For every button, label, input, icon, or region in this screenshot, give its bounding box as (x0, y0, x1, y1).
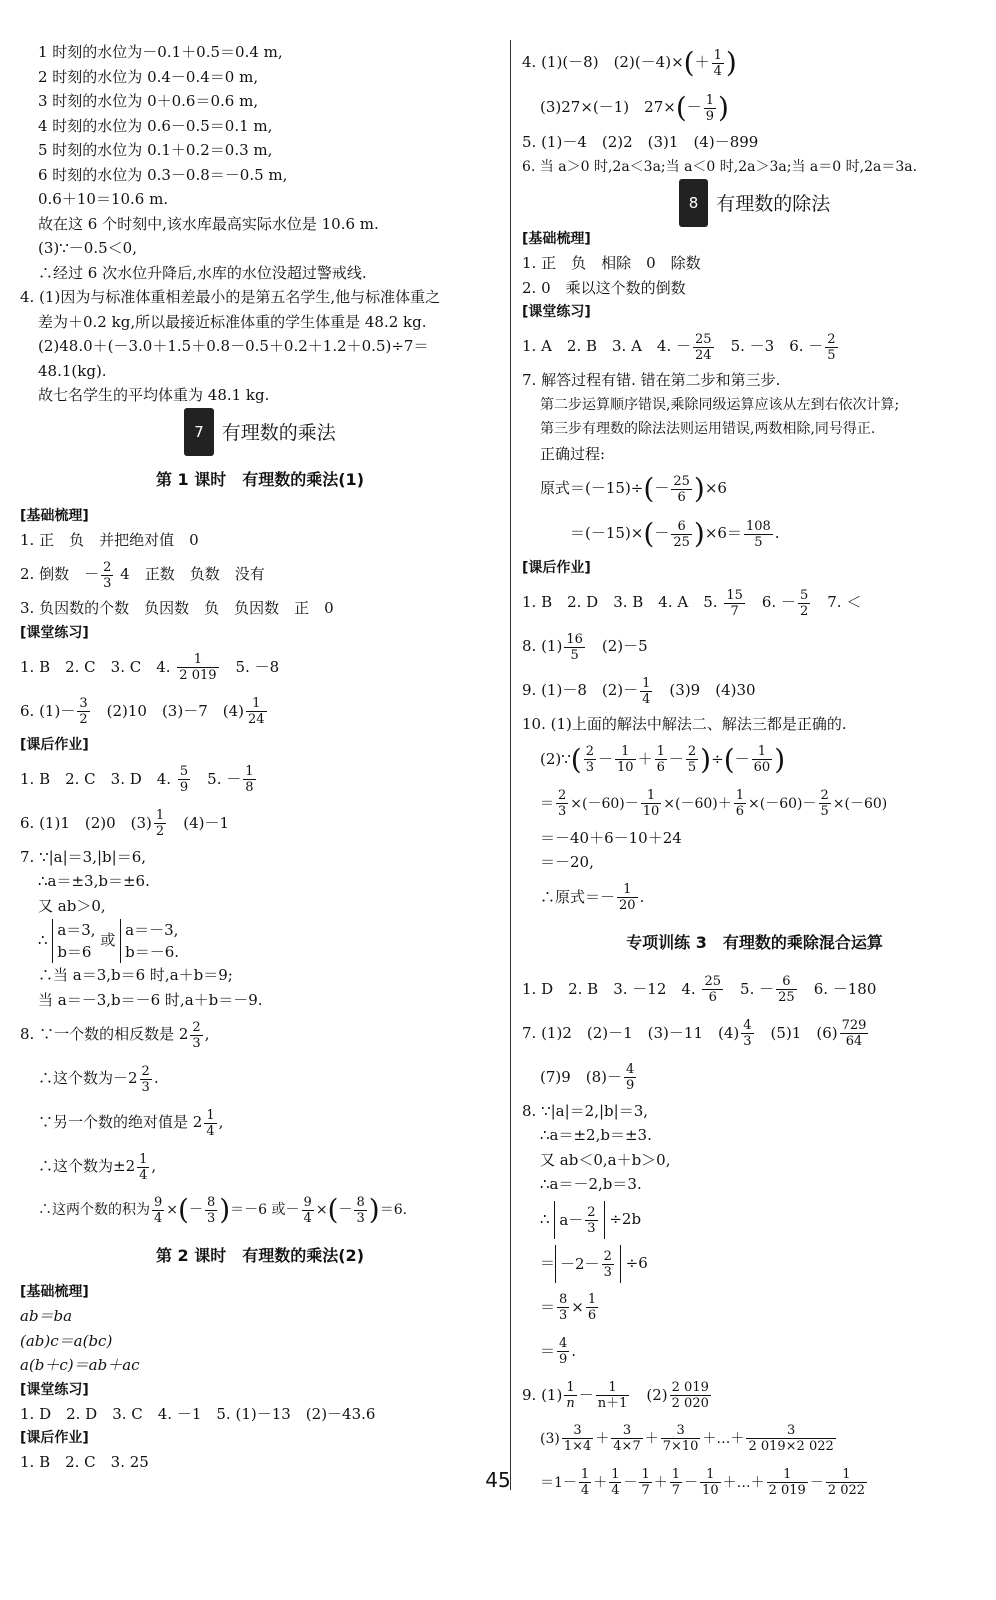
fraction: $\frac{1}{4}$ (206, 1107, 215, 1139)
text-line: 第三步有理数的除法法则运用错误,两数相除,同号得正. (540, 421, 876, 437)
fraction: $\frac{4}{9}$ (626, 1062, 635, 1093)
fraction: $\frac{8}{3}$ (206, 1194, 216, 1226)
fraction: $\frac{1}{24}$ (248, 696, 265, 727)
text-line: 又 ab＜0,a＋b＞0, (540, 1150, 671, 1169)
text-line: 又 ab＞0, (38, 896, 106, 915)
text-line: 1. B 2. C 3. 25 (20, 1453, 149, 1471)
fraction: $\frac{1}{20}$ (619, 882, 636, 913)
system-brace: a＝3, b＝6 (52, 919, 95, 963)
tag-kehou: [课后作业] (20, 736, 89, 753)
math-line: 6. (1)－ $\frac{3}{2}$ (2)10 (3)－7 (4) $\frac{1}{24}$ (20, 696, 265, 727)
text-line: 6. 当 a＞0 时,2a＜3a;当 a＜0 时,2a＞3a;当 a＝0 时,2a＝3a. (522, 158, 918, 175)
fraction: $\frac{2}{5}$ (827, 331, 836, 363)
math-line: ＝ －2－ $\frac{2}{3}$ ÷6 (522, 1241, 987, 1285)
math-line: ∴这两个数的积为 $\frac{9}{4}$ ×(－ $\frac{8}{3}$ )＝－6 或－ $\frac{9}{4}$ ×(－ $\frac{8}{3}$ )＝6. (38, 1193, 408, 1226)
fraction: $\frac{1}{2 019}$ (768, 1467, 806, 1498)
fraction: $\frac{1}{4}$ (139, 1151, 148, 1183)
fraction: $\frac{2}{5}$ (820, 788, 829, 819)
fraction: $\frac{1}{2 019}$ (179, 652, 217, 683)
fraction: $\frac{9}{4}$ (303, 1194, 312, 1226)
section-title-7 (20, 408, 500, 456)
text-line: 故七名学生的平均体重为 48.1 kg. (38, 386, 270, 404)
math-line: (3) $\frac{3}{1\times 4}$ ＋ $\frac{3}{4\times 7}$ ＋ $\frac{3}{7\times 10}$ ＋…＋ $\frac{3}{2 019\times 2 022}$ (540, 1423, 834, 1454)
math-line: ∵另一个数的绝对值是 2 $\frac{1}{4}$ , (38, 1107, 224, 1139)
section-number: 7 (184, 408, 214, 456)
fraction: $\frac{729}{64}$ (841, 1018, 867, 1049)
math-line: 1. B 2. D 3. B 4. A 5. $\frac{15}{7}$ 6. － $\frac{5}{2}$ 7. ＜ (522, 587, 862, 619)
tag-kehou: [课后作业] (20, 1430, 89, 1446)
text-line: 7. 解答过程有错. 错在第二步和第三步. (522, 371, 781, 389)
fraction: $\frac{3}{1\times 4}$ (563, 1423, 592, 1454)
math-line: ＝ $\frac{8}{3}$ × $\frac{1}{6}$ (540, 1292, 597, 1323)
text-line: ∴经过 6 次水位升降后,水库的水位没超过警戒线. (38, 263, 367, 282)
fraction: $\frac{16}{5}$ (566, 631, 583, 663)
text-line: ∴a＝－2,b＝3. (540, 1175, 642, 1193)
system-brace: a＝－3, b＝－6. (120, 919, 179, 963)
fraction: $\frac{25}{24}$ (695, 331, 712, 363)
fraction: $\frac{25}{6}$ (673, 473, 690, 505)
fraction: $\frac{15}{7}$ (726, 587, 743, 619)
right-column (522, 40, 987, 1505)
tag-jichu: [基础梳理] (20, 507, 89, 524)
math-line: 2. 倒数 － $\frac{2}{3}$ 4 正数 负数 没有 (20, 559, 265, 591)
fraction: $\frac{2}{3}$ (603, 1249, 612, 1280)
text-line: 正确过程: (540, 444, 606, 463)
math-line: 9. (1)－8 (2)－ $\frac{1}{4}$ (3)9 (4)30 (522, 675, 756, 707)
text-line: 差为＋0.2 kg,所以最接近标准体重的学生体重是 48.2 kg. (38, 312, 427, 331)
fraction: $\frac{3}{2 019\times 2 022}$ (748, 1423, 834, 1454)
fraction: $\frac{8}{3}$ (356, 1194, 365, 1226)
text-line: 1 时刻的水位为－0.1＋0.5＝0.4 m, (38, 43, 283, 61)
math-line: 1. A 2. B 3. A 4. － $\frac{25}{24}$ 5. －3 6. － $\frac{2}{5}$ (522, 331, 836, 363)
fraction: $\frac{2 019}{2 020}$ (671, 1380, 709, 1411)
absolute-value: －2－ $\frac{2}{3}$ (555, 1245, 621, 1283)
math-line: 原式＝(－15)÷(－ $\frac{25}{6}$ )×6 (540, 472, 727, 505)
fraction: $\frac{1}{2}$ (155, 808, 165, 839)
math-line: ∴原式＝－ $\frac{1}{20}$ . (540, 882, 645, 913)
math-line: 6. (1)1 (2)0 (3) $\frac{1}{2}$ (4)－1 (20, 808, 230, 839)
text-line: 48.1(kg). (38, 361, 107, 380)
tag-kehou: [课后作业] (522, 560, 591, 576)
fraction: $\frac{2}{3}$ (587, 1205, 596, 1236)
prev-answer-block (20, 40, 500, 285)
text-line: a(b＋c)＝ab＋ac (20, 1356, 140, 1374)
section-title-text: 有理数的乘法 (221, 421, 336, 444)
math-line: ∴ a＝3, b＝6 或 a＝－3, b＝－6. (38, 921, 180, 961)
fraction: $\frac{5}{2}$ (799, 587, 809, 619)
text-line: 5 时刻的水位为 0.1＋0.2＝0.3 m, (38, 141, 273, 159)
math-line: 7. (1)2 (2)－1 (3)－11 (4) $\frac{4}{3}$ (5)1 (6) $\frac{729}{64}$ (522, 1018, 867, 1049)
fraction: $\frac{108}{5}$ (745, 518, 771, 550)
text-line: 第二步运算顺序错误,乘除同级运算应该从左到右依次计算; (540, 396, 900, 413)
fraction: $\frac{1}{4}$ (611, 1467, 620, 1498)
text-line: 1. 正 负 相除 0 除数 (522, 254, 701, 272)
section-title-text: 有理数的除法 (716, 193, 831, 215)
fraction: $\frac{4}{3}$ (743, 1018, 752, 1049)
fraction: $\frac{1}{6}$ (587, 1292, 597, 1323)
fraction: $\frac{1}{60}$ (753, 744, 771, 775)
text-line: (2)48.0＋(－3.0＋1.5＋0.8－0.5＋0.2＋1.2＋0.5)÷7＝ (38, 337, 429, 355)
math-line: (2)∵( $\frac{2}{3}$ － $\frac{1}{10}$ ＋ $\frac{1}{6}$ － $\frac{2}{5}$ )÷(－ $\frac{1}{60}$ ) (540, 742, 786, 776)
fraction: $\frac{9}{4}$ (154, 1194, 163, 1226)
lesson-title: 第 2 课时 有理数的乘法(2) (155, 1246, 365, 1265)
text-line: 6 时刻的水位为 0.3－0.8＝－0.5 m, (38, 165, 288, 184)
math-line: 8. ∵一个数的相反数是 2 $\frac{2}{3}$ , (20, 1019, 210, 1051)
text-line: (ab)c＝a(bc) (20, 1331, 113, 1350)
text-line: ∴a＝±3,b＝±6. (38, 872, 150, 890)
tag-ketang: [课堂练习] (20, 1381, 89, 1398)
fraction: $\frac{1}{7}$ (671, 1467, 681, 1498)
fraction: $\frac{1}{n}$ (566, 1380, 575, 1411)
text-line: ＝－20, (540, 853, 594, 871)
text-line: 3. 负因数的个数 负因数 负 负因数 正 0 (20, 599, 334, 617)
fraction: $\frac{1}{4}$ (642, 675, 651, 707)
math-line: ∴这个数为－2 $\frac{2}{3}$ . (38, 1063, 159, 1095)
tag-ketang: [课堂练习] (522, 304, 591, 320)
fraction: $\frac{6}{25}$ (778, 974, 795, 1005)
fraction: $\frac{3}{4\times 7}$ (613, 1423, 641, 1454)
fraction: $\frac{1}{6}$ (735, 788, 745, 819)
math-line: (3)27×(－1) 27×(－ $\frac{1}{9}$ ) (540, 91, 729, 124)
fraction: $\frac{4}{9}$ (559, 1336, 568, 1367)
special-training-title: 专项训练 3 有理数的乘除混合运算 (626, 932, 883, 952)
fraction: $\frac{3}{7\times 10}$ (662, 1423, 699, 1454)
math-line: ＝1－ $\frac{1}{4}$ ＋ $\frac{1}{4}$ － $\frac{1}{7}$ ＋ $\frac{1}{7}$ － $\frac{1}{10}$ ＋…＋ $\frac{1}{2 019}$ － $\frac{1}{2 022}$ (540, 1467, 866, 1498)
text-line: 10. (1)上面的解法中解法二、解法三都是正确的. (522, 715, 847, 733)
text-line: 当 a＝－3,b＝－6 时,a＋b＝－9. (38, 990, 263, 1009)
fraction: $\frac{1}{6}$ (656, 744, 665, 775)
fraction: $\frac{1}{10}$ (642, 788, 660, 819)
fraction: $\frac{8}{3}$ (559, 1292, 568, 1323)
fraction: $\frac{1}{4}$ (580, 1467, 590, 1498)
math-line: 1. B 2. C 3. D 4. $\frac{5}{9}$ 5. － $\frac{1}{8}$ (20, 764, 254, 795)
text-line: 故在这 6 个时刻中,该水库最高实际水位是 10.6 m. (38, 214, 379, 233)
math-line: ∴ a－ $\frac{2}{3}$ ÷2b (522, 1197, 987, 1241)
math-line: 1. B 2. C 3. C 4. $\frac{1}{2 019}$ 5. －8 (20, 652, 280, 683)
math-line: ＝ $\frac{2}{3}$ ×(－60)－ $\frac{1}{10}$ ×(－60)＋ $\frac{1}{6}$ ×(－60)－ $\frac{2}{5}$ ×(－60) (540, 788, 888, 819)
text-line: 1. 正 负 并把绝对值 0 (20, 530, 199, 549)
text-line: 2. 0 乘以这个数的倒数 (522, 278, 686, 297)
question-4-block (20, 285, 500, 408)
tag-ketang: [课堂练习] (20, 624, 89, 641)
fraction: $\frac{2}{3}$ (585, 744, 595, 775)
fraction: $\frac{1}{10}$ (702, 1467, 719, 1498)
fraction: $\frac{1}{9}$ (705, 92, 715, 124)
tag-jichu: [基础梳理] (20, 1284, 89, 1300)
fraction: $\frac{2}{3}$ (192, 1019, 201, 1051)
fraction: $\frac{25}{6}$ (704, 974, 722, 1005)
math-line: 8. (1) $\frac{16}{5}$ (2)－5 (522, 631, 648, 663)
text-line: ab＝ba (20, 1307, 73, 1325)
text-line: ＝－40＋6－10＋24 (540, 828, 682, 847)
text-line: 5. (1)－4 (2)2 (3)1 (4)－899 (522, 133, 759, 151)
section-number: 8 (679, 179, 709, 227)
math-line: ＝(－15)×(－ $\frac{6}{25}$ )×6＝ $\frac{108}{5}$ . (570, 517, 780, 550)
text-line: 1. D 2. D 3. C 4. －1 5. (1)－13 (2)－43.6 (20, 1404, 376, 1423)
fraction: $\frac{1}{2 022}$ (827, 1467, 866, 1498)
absolute-value: a－ $\frac{2}{3}$ (554, 1201, 604, 1239)
text-line: 8. ∵|a|＝2,|b|＝3, (522, 1101, 649, 1120)
math-line: 1. D 2. B 3. －12 4. $\frac{25}{6}$ 5. － $\frac{6}{25}$ 6. －180 (522, 974, 877, 1005)
math-line: 9. (1) $\frac{1}{n}$ － $\frac{1}{n+1}$ (2) $\frac{2 019}{2 020}$ (522, 1380, 709, 1411)
text-line: (3)∵－0.5＜0, (38, 239, 137, 257)
fraction: $\frac{2}{5}$ (687, 744, 697, 775)
page-number: 45 (485, 1468, 511, 1492)
text-line: ∴a＝±2,b＝±3. (540, 1126, 652, 1144)
left-column (20, 40, 500, 1475)
math-line: ∴这个数为±2 $\frac{1}{4}$ , (38, 1151, 157, 1183)
text-line: 0.6＋10＝10.6 m. (38, 190, 169, 208)
fraction: $\frac{1}{n+1}$ (597, 1380, 628, 1411)
text-line: 4. (1)因为与标准体重相差最小的是第五名学生,他与标准体重之 (20, 288, 441, 306)
text-line: 7. ∵|a|＝3,|b|＝6, (20, 847, 147, 866)
math-line: ＝ $\frac{4}{9}$ . (540, 1336, 577, 1367)
fraction: $\frac{2}{3}$ (103, 559, 112, 591)
fraction: $\frac{5}{9}$ (179, 764, 189, 795)
text-line: 2 时刻的水位为 0.4－0.4＝0 m, (38, 67, 259, 86)
fraction: $\frac{3}{2}$ (79, 696, 88, 727)
fraction: $\frac{1}{8}$ (245, 764, 254, 795)
math-line: (7)9 (8)－ $\frac{4}{9}$ (540, 1062, 635, 1093)
tag-jichu: [基础梳理] (522, 231, 591, 247)
fraction: $\frac{2}{3}$ (558, 788, 567, 819)
text-line: ∴当 a＝3,b＝6 时,a＋b＝9; (38, 966, 233, 984)
text-line: 3 时刻的水位为 0＋0.6＝0.6 m, (38, 92, 259, 110)
fraction: $\frac{2}{3}$ (141, 1063, 150, 1095)
text-line: 4 时刻的水位为 0.6－0.5＝0.1 m, (38, 116, 273, 135)
section-title-8 (522, 179, 987, 227)
fraction: $\frac{1}{7}$ (641, 1467, 650, 1498)
fraction: $\frac{6}{25}$ (673, 518, 690, 550)
fraction: $\frac{1}{10}$ (617, 744, 634, 775)
fraction: $\frac{1}{4}$ (713, 47, 722, 79)
math-line: 4. (1)(－8) (2)(－4)×(＋ $\frac{1}{4}$ ) (522, 46, 737, 79)
column-divider (510, 40, 511, 1490)
lesson-title: 第 1 课时 有理数的乘法(1) (155, 469, 365, 489)
